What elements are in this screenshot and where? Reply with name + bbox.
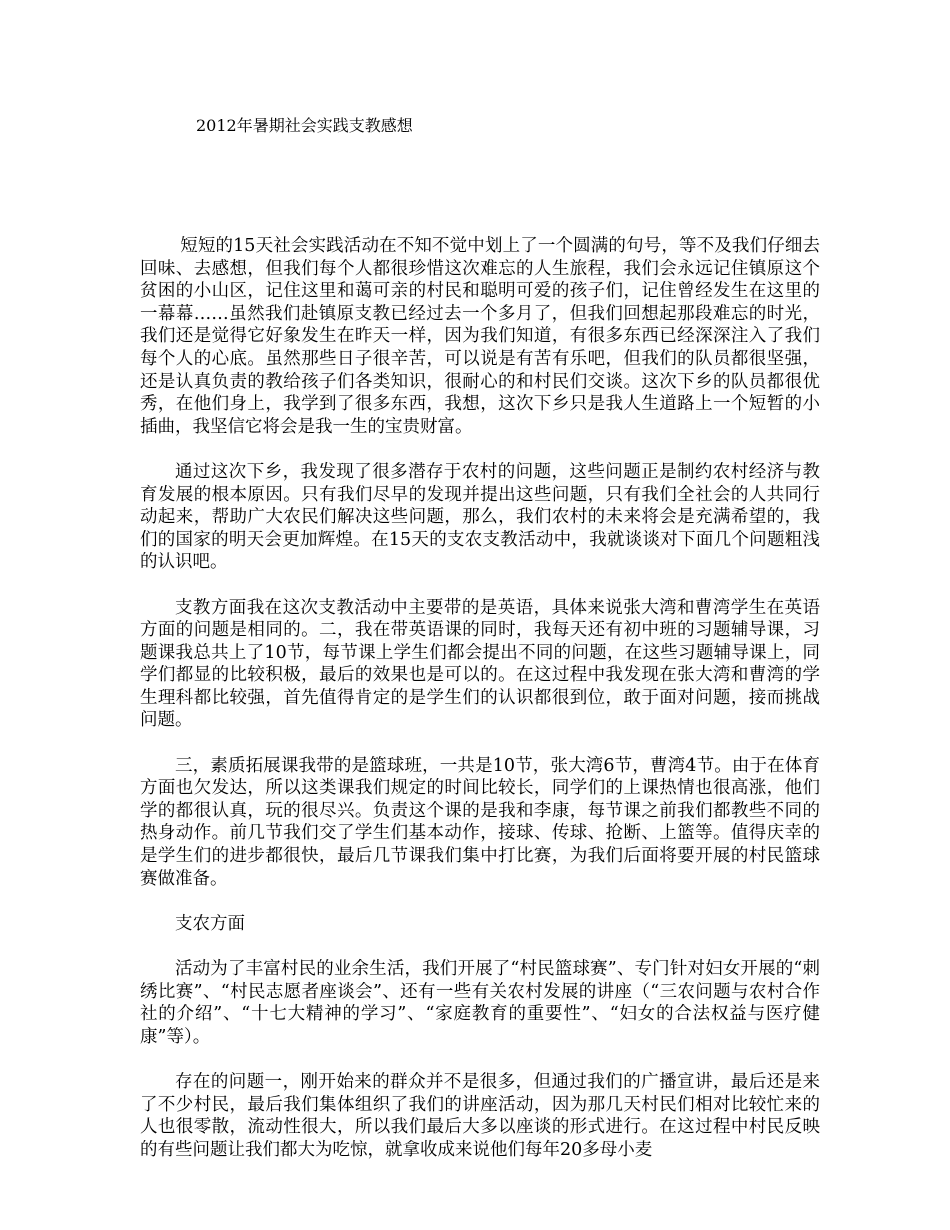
paragraph-rural-problems: 通过这次下乡，我发现了很多潜存于农村的问题，这些问题正是制约农村经济与教育发展的根本原因。只有我们尽早的发现并提出这些问题，只有我们全社会的人共同行动起来，帮助广大农民们解决这些问题，那么，我们农村的未来将会是充满希望的，我们的国家的明天会更加辉煌。在15天的支农支教活动中，我就谈谈对下面几个问题粗浅的认识吧。	[140, 461, 820, 573]
document-body	[140, 235, 820, 1184]
paragraph-teaching: 支教方面我在这次支教活动中主要带的是英语，具体来说张大湾和曹湾学生在英语方面的问题是相同的。二，我在带英语课的同时，我每天还有初中班的习题辅导课，习题课我总共上了10节，每节课上学生们都会提出不同的问题，在这些习题辅导课上，同学们都显的比较积极，最后的效果也是可以的。在这过程中我发现在张大湾和曹湾的学生理科都比较强，首先值得肯定的是学生们的认识都很到位，敢于面对问题，接而挑战问题。	[140, 597, 820, 731]
paragraph-basketball: 三，素质拓展课我带的是篮球班，一共是10节，张大湾6节，曹湾4节。由于在体育方面也欠发达，所以这类课我们规定的时间比较长，同学们的上课热情也很高涨，他们学的都很认真，玩的很尽兴。负责这个课的是我和李康，每节课之前我们都教些不同的热身动作。前几节我们交了学生们基本动作，接球、传球、抢断、上篮等。值得庆幸的是学生们的进步都很快，最后几节课我们集中打比赛，为我们后面将要开展的村民篮球赛做准备。	[140, 755, 820, 889]
paragraph-summary: 短短的15天社会实践活动在不知不觉中划上了一个圆满的句号，等不及我们仔细去回味、去感想，但我们每个人都很珍惜这次难忘的人生旅程，我们会永远记住镇原这个贫困的小山区，记住这里和蔼可亲的村民和聪明可爱的孩子们，记住曾经发生在这里的一幕幕……虽然我们赴镇原支教已经过去一个多月了，但我们回想起那段难忘的时光，我们还是觉得它好象发生在昨天一样，因为我们知道，有很多东西已经深深注入了我们每个人的心底。虽然那些日子很辛苦，可以说是有苦有乐吧，但我们的队员都很坚强，还是认真负责的教给孩子们各类知识，很耐心的和村民们交谈。这次下乡的队员都很优秀，在他们身上，我学到了很多东西，我想，这次下乡只是我人生道路上一个短暂的小插曲，我坚信它将会是我一生的宝贵财富。	[140, 236, 820, 437]
document-title: 2012年暑期社会实践支教感想	[196, 116, 413, 135]
section-heading-agriculture: 支农方面	[175, 913, 245, 934]
paragraph-issues: 存在的问题一，刚开始来的群众并不是很多，但通过我们的广播宣讲，最后还是来了不少村民，最后我们集体组织了我们的讲座活动，因为那几天村民们相对比较忙来的人也很零散，流动性很大，所以我们最后大多以座谈的形式进行。在这过程中村民反映的有些问题让我们都大为吃惊，就拿收成来说他们每年20多母小麦	[140, 1071, 820, 1160]
paragraph-activities: 活动为了丰富村民的业余生活，我们开展了“村民篮球赛”、专门针对妇女开展的“刺绣比赛”、“村民志愿者座谈会”、还有一些有关农村发展的讲座（“三农问题与农村合作社的介绍”、“十七大精神的学习”、“家庭教育的重要性”、“妇女的合法权益与医疗健康”等）。	[140, 959, 820, 1047]
